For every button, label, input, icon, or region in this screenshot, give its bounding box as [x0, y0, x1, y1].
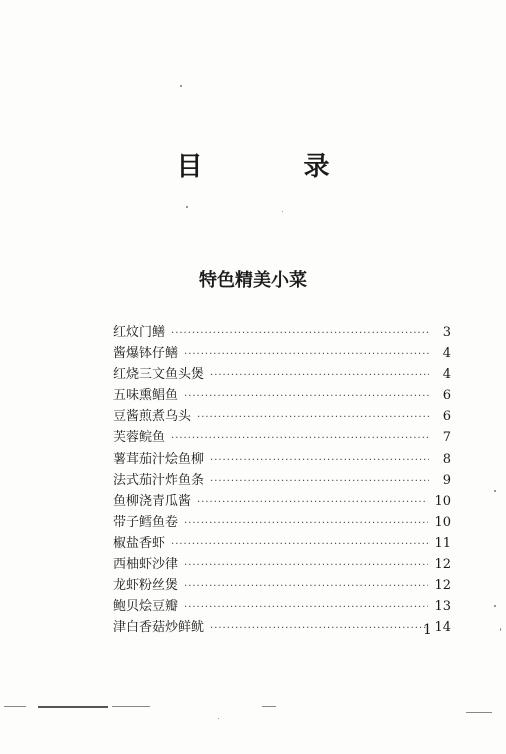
- leader-dots: [184, 344, 429, 365]
- scan-edge-line: [466, 712, 492, 713]
- toc-entry-page: 9: [442, 472, 451, 488]
- toc-entry-label: 带子鳕鱼卷: [113, 514, 179, 530]
- leader-dots: [171, 534, 428, 555]
- toc-entry-page: 10: [434, 514, 451, 530]
- toc-entry-page: 4: [442, 346, 451, 362]
- toc-entry-page: 14: [434, 620, 451, 636]
- toc-entry-label: 五味熏鲳鱼: [113, 388, 179, 404]
- table-of-contents: [113, 322, 451, 638]
- toc-entry[interactable]: [113, 322, 451, 343]
- toc-entry[interactable]: [113, 575, 451, 596]
- toc-entry[interactable]: [113, 554, 451, 575]
- section-title: 特色精美小菜: [199, 270, 307, 291]
- leader-dots: [171, 323, 429, 344]
- scan-edge-line: [112, 706, 150, 707]
- toc-entry-page: 7: [442, 430, 451, 446]
- leader-dots: [197, 407, 429, 428]
- leader-dots: [197, 492, 428, 513]
- toc-entry-page: 12: [434, 557, 451, 573]
- toc-entry[interactable]: [113, 512, 451, 533]
- toc-entry[interactable]: [113, 385, 451, 406]
- toc-entry-page: 13: [434, 599, 451, 615]
- toc-entry-label: 鲍贝烩豆瓣: [113, 599, 179, 615]
- toc-entry-label: 豆酱煎煮乌头: [113, 409, 192, 425]
- leader-dots: [210, 365, 429, 386]
- toc-entry-page: 6: [442, 409, 451, 425]
- toc-entry-label: 龙虾粉丝煲: [113, 578, 179, 594]
- toc-entry-page: 4: [442, 367, 451, 383]
- toc-entry[interactable]: [113, 364, 451, 385]
- toc-entry[interactable]: [113, 491, 451, 512]
- toc-entry-label: 红炆门鳝: [113, 325, 166, 340]
- leader-dots: [184, 576, 428, 597]
- page-title: 目 录: [176, 152, 376, 182]
- leader-dots: [210, 450, 429, 471]
- page-number: 1: [423, 622, 432, 638]
- toc-entry-page: 12: [434, 578, 451, 594]
- toc-entry-label: 法式茄汁炸鱼条: [113, 472, 205, 488]
- toc-entry[interactable]: [113, 343, 451, 364]
- leader-dots: [184, 597, 428, 618]
- toc-entry-label: 薯茸茄汁烩鱼柳: [113, 451, 205, 467]
- leader-dots: [210, 618, 428, 639]
- scan-edge-line: [38, 706, 108, 708]
- toc-entry-label: 芙蓉鲩鱼: [113, 430, 166, 446]
- toc-entry-label: 椒盐香虾: [113, 535, 166, 551]
- toc-entry[interactable]: [113, 470, 451, 491]
- leader-dots: [184, 555, 428, 576]
- toc-entry-page: 3: [442, 325, 451, 340]
- toc-entry[interactable]: [113, 449, 451, 470]
- toc-entry[interactable]: [113, 427, 451, 448]
- toc-entry-page: 6: [442, 388, 451, 404]
- toc-entry[interactable]: [113, 406, 451, 427]
- toc-entry[interactable]: [113, 533, 451, 554]
- toc-entry-label: 津白香菇炒鲜鱿: [113, 620, 205, 636]
- toc-entry-page: 11: [434, 535, 451, 551]
- leader-dots: [184, 513, 428, 534]
- toc-entry[interactable]: [113, 617, 451, 638]
- toc-entry-label: 西柚虾沙律: [113, 557, 179, 573]
- toc-entry-label: 酱爆钵仔鳝: [113, 346, 179, 362]
- leader-dots: [171, 428, 429, 449]
- toc-entry[interactable]: [113, 596, 451, 617]
- toc-entry-label: 鱼柳浇青瓜酱: [113, 493, 192, 509]
- toc-entry-page: 8: [442, 451, 451, 467]
- toc-entry-label: 红烧三文鱼头煲: [113, 367, 205, 383]
- leader-dots: [210, 471, 429, 492]
- toc-entry-page: 10: [434, 493, 451, 509]
- leader-dots: [184, 386, 429, 407]
- scan-edge-line: [262, 706, 276, 707]
- scan-edge-line: [4, 706, 26, 707]
